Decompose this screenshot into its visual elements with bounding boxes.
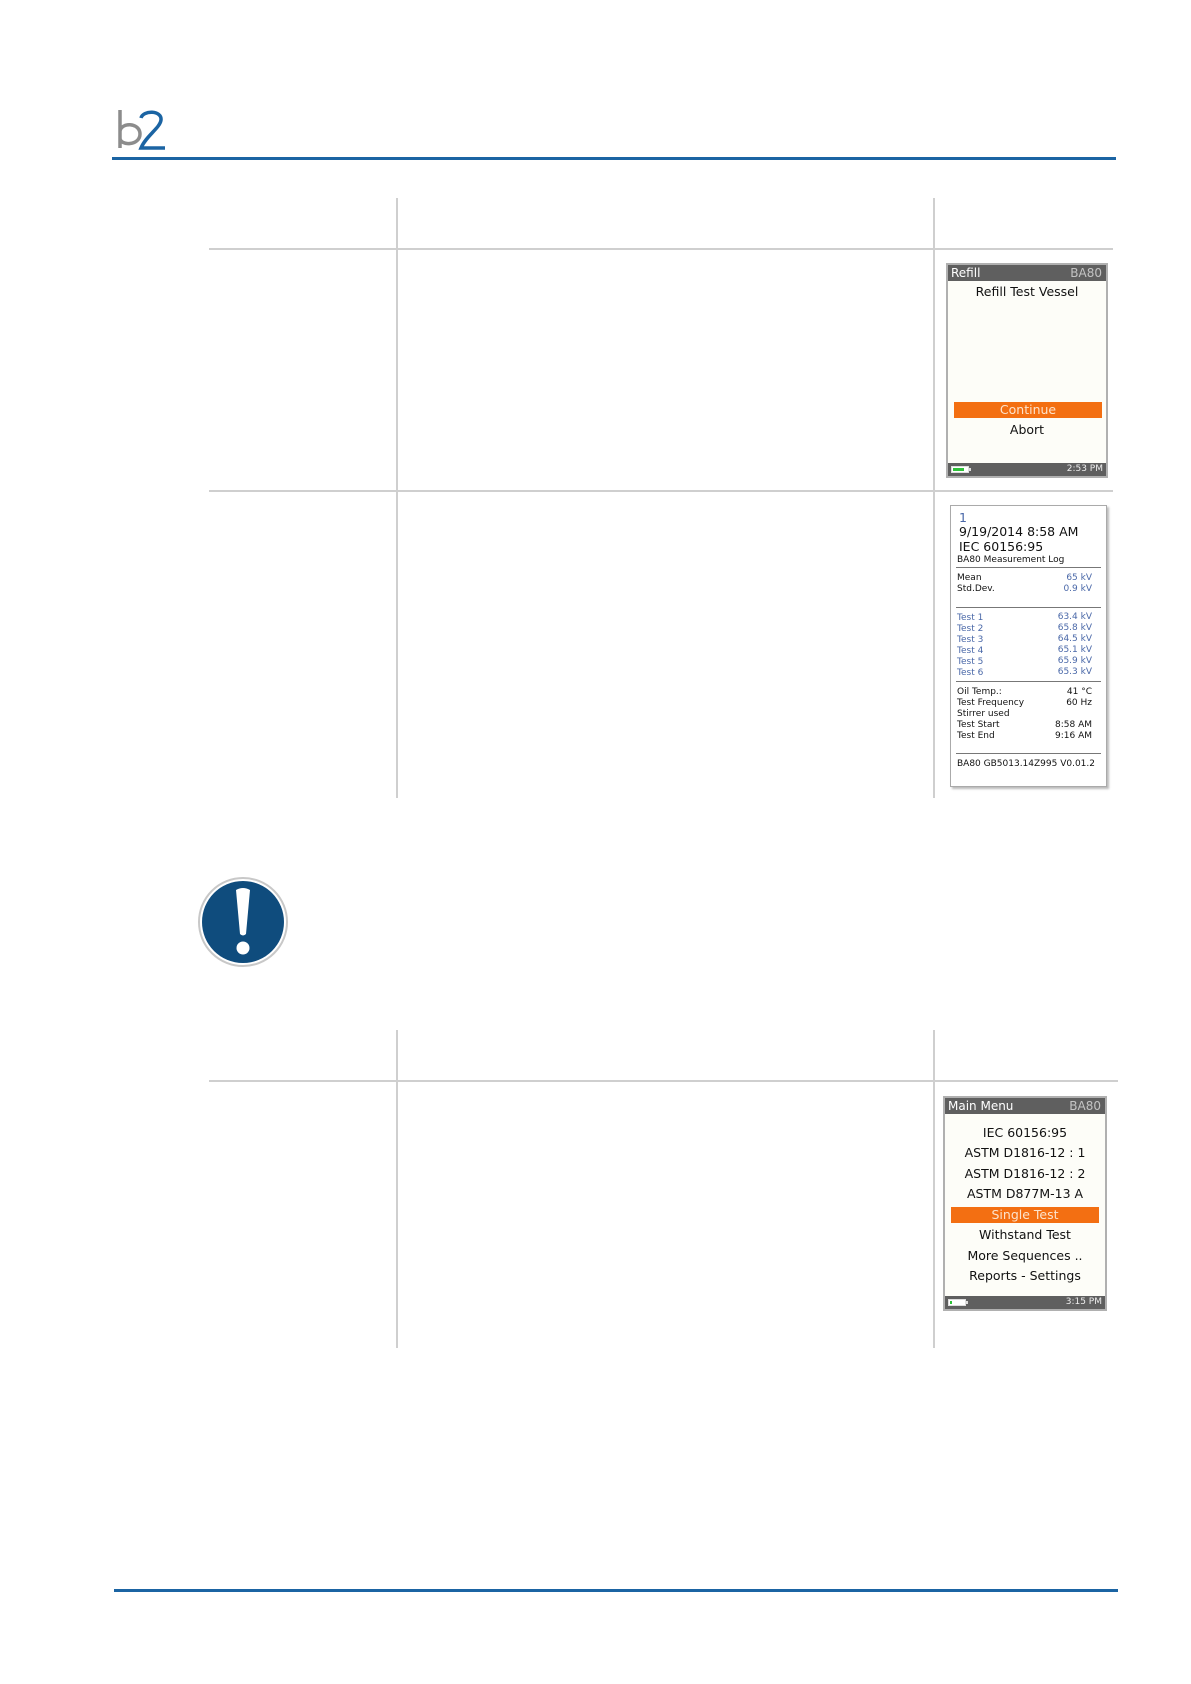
record-standard: IEC 60156:95 [959,539,1044,554]
table-row-rule [209,248,1113,250]
test-value: 65.8 kV [1057,623,1092,633]
header-rule [112,157,1116,160]
status-bar [948,463,1106,476]
continue-button[interactable]: Continue [954,402,1102,418]
test-label: Test 6 [957,668,984,678]
measurement-log [950,505,1107,787]
table-row-rule [209,1080,1118,1082]
table-divider [396,1030,398,1348]
refill-screen [946,263,1108,478]
test-label: Test 1 [957,613,984,623]
test-label: Test 2 [957,624,984,634]
menu-item-single-test[interactable]: Single Test [951,1207,1099,1223]
table-divider [933,198,935,798]
record-number: 1 [959,510,967,525]
screen-title: Refill [951,266,981,280]
test-value: 64.5 kV [1057,634,1092,644]
footer-rule [114,1589,1118,1592]
condition-label: Test Start [957,720,1000,730]
condition-value: 9:16 AM [1055,731,1092,741]
battery-icon [948,1299,966,1306]
table-divider [933,1030,935,1348]
screen-heading: Refill Test Vessel [975,284,1079,299]
clock: 3:15 PM [1065,1297,1102,1307]
main-menu-screen [943,1096,1107,1311]
menu-item-astm-d1816-2[interactable]: ASTM D1816-12 : 2 [964,1166,1086,1181]
test-label: Test 5 [957,657,984,667]
log-divider [956,607,1101,608]
summary-label: Std.Dev. [957,584,995,594]
log-divider [956,753,1101,754]
record-datetime: 9/19/2014 8:58 AM [959,524,1079,539]
exclamation-warning-icon [197,876,289,968]
summary-label: Mean [957,573,982,583]
test-label: Test 3 [957,635,984,645]
menu-item-more-sequences[interactable]: More Sequences .. [967,1248,1083,1263]
condition-label: Stirrer used [957,709,1010,719]
condition-value: 60 Hz [1066,698,1092,708]
battery-icon [951,466,969,473]
test-label: Test 4 [957,646,984,656]
condition-value: 8:58 AM [1055,720,1092,730]
menu-item-reports-settings[interactable]: Reports - Settings [969,1268,1081,1283]
log-title: BA80 Measurement Log [957,555,1065,565]
condition-label: Oil Temp.: [957,687,1002,697]
clock: 2:53 PM [1066,464,1103,474]
log-divider [956,567,1101,568]
condition-label: Test Frequency [957,698,1025,708]
screen-title-bar [945,1098,1105,1114]
condition-label: Test End [957,731,995,741]
menu-item-astm-d1816-1[interactable]: ASTM D1816-12 : 1 [964,1145,1086,1160]
device-model: BA80 [1069,1099,1101,1113]
test-value: 65.9 kV [1057,656,1092,666]
firmware-footer: BA80 GB5013.14Z995 V0.01.2 [957,759,1095,769]
device-model: BA80 [1070,266,1102,280]
summary-value: 65 kV [1066,573,1092,583]
b2-logo [116,108,168,152]
abort-button[interactable]: Abort [1009,422,1045,437]
menu-item-astm-d877m[interactable]: ASTM D877M-13 A [966,1186,1084,1201]
log-divider [956,681,1101,682]
menu-item-iec-60156[interactable]: IEC 60156:95 [982,1125,1068,1140]
menu-item-withstand-test[interactable]: Withstand Test [979,1227,1071,1242]
test-value: 65.3 kV [1057,667,1092,677]
test-value: 65.1 kV [1057,645,1092,655]
condition-value: 41 °C [1066,687,1092,697]
screen-title-bar [948,265,1106,281]
test-value: 63.4 kV [1057,612,1092,622]
screen-title: Main Menu [948,1099,1014,1113]
table-row-rule [209,490,1113,492]
table-divider [396,198,398,798]
summary-value: 0.9 kV [1063,584,1092,594]
status-bar [945,1296,1105,1309]
